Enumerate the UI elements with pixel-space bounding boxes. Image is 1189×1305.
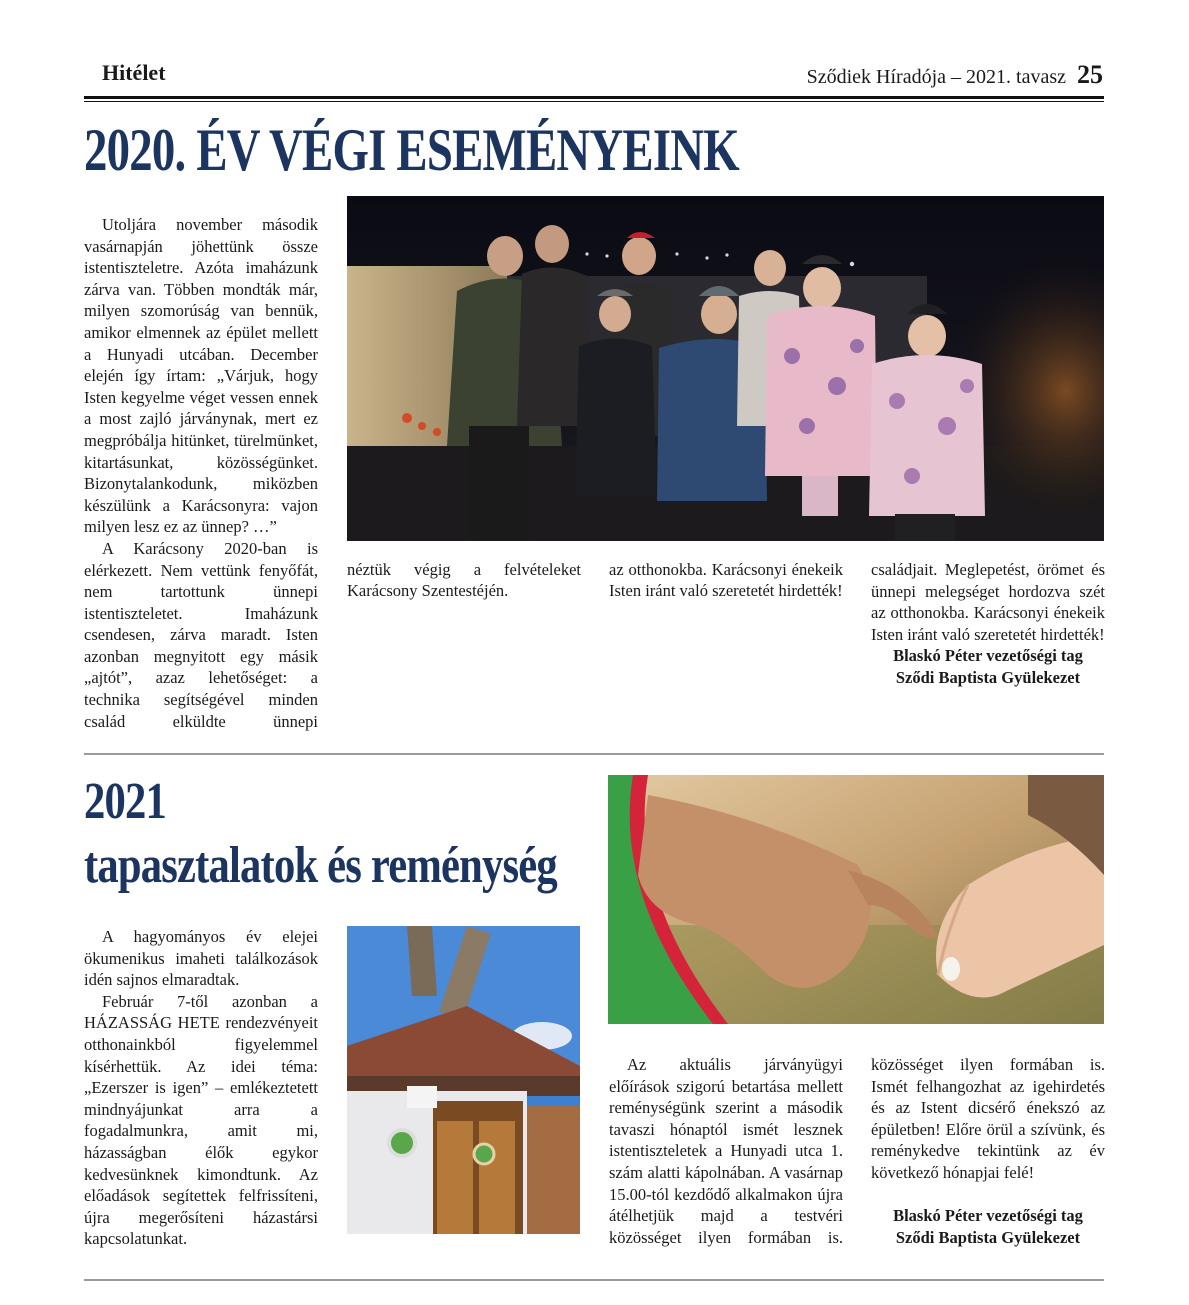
article-2-headline-year: 2021 xyxy=(84,773,166,830)
article-2-headline-subtitle: tapasztalatok és reménység xyxy=(84,837,557,894)
article-1-paragraph-3-cont: családjait. Meglepetést, örömet és ünnepi melegséget hordozva szét az otthonokba. Karácsonyi énekeik Isten iránt való szeretetét hirdették! xyxy=(871,559,1105,644)
caroling-photo-image xyxy=(347,196,1104,541)
article-divider xyxy=(84,753,1104,755)
hands-photo-image xyxy=(608,775,1104,1024)
article-1-column-2 xyxy=(347,559,581,734)
chapel-photo-image xyxy=(347,926,580,1234)
article-1-paragraph-3: az otthonokba. Karácsonyi énekeik Isten iránt való szeretetét hirdették! xyxy=(609,559,843,601)
article-1-paragraph-2-cont: néztük végig a felvételeket Karácsony Szentestéjén. xyxy=(347,559,581,601)
publication-title: Sződiek Híradója – 2021. tavasz xyxy=(806,66,1066,88)
article-1-column-4 xyxy=(871,559,1105,734)
hands-photo xyxy=(608,775,1104,1024)
article-2-column-3 xyxy=(871,1054,1105,1254)
article-2-paragraph-3-cont-wrap xyxy=(871,1054,1105,1184)
article-1-paragraph-1: Utoljára november második vasárnapján jöhettünk össze istentiszteletre. Azóta imaházunk zárva van. Többen mondták már, milyen szomorúság van bennük, amikor elmennek az épület mellett a Hunyadi utcában. December elején így írtam: „Várjuk, hogy Isten kegyelme véget vessen ennek a most zajló járványnak, mert ez megpróbálja hitünket, türelmünket, kitartásunkat, közösségünket. Bizonytalankodunk, miközben készülünk a Karácsonyra: vajon milyen lesz ez az ünnep? …” xyxy=(84,215,318,537)
running-header xyxy=(807,60,1103,90)
article-2-signature-name: Blaskó Péter vezetőségi tag xyxy=(893,1206,1083,1225)
header-rule-thin xyxy=(84,101,1104,102)
article-2-paragraph-2: Február 7-től azonban a HÁZASSÁG HETE rendezvényeit otthonainkból figyelemmel kísérhettük. Az idei téma: „Ezerszer is igen” – emlékeztetett mindnyájunkat arra a fogadalmunkra, amit mi, házasságban élők egykor kedvesünknek kimondtunk. Az előadások segítettek felfrissíteni, újra megerősíteni házastársi kapcsolatunkat. xyxy=(84,991,318,1249)
article-2-column-2 xyxy=(609,1054,843,1249)
page-number: 25 xyxy=(1077,60,1103,89)
bottom-divider xyxy=(84,1279,1104,1281)
article-1-headline: 2020. ÉV VÉGI ESEMÉNYEINK xyxy=(84,117,739,183)
section-label: Hitélet xyxy=(102,60,166,85)
header-rule xyxy=(84,96,1104,99)
article-2-paragraph-3-cont: közösséget ilyen formában is. Ismét felhangozhat az igehirdetés és az Istent dicsérő énekszó az épületben! Előre örül a szívünk, és reménykedve tekintünk az év következő hónapjai felé! xyxy=(871,1054,1105,1182)
article-1-paragraph-2: A Karácsony 2020-ban is elérkezett. Nem vettünk fenyőfát, nem tartottunk ünnepi istentiszteletet. Imaházunk csendesen, zárva maradt. Isten azonban megnyitott egy másik „ajtót”, azaz lehetőséget: a technika segítségével minden család elküldte ünnepi xyxy=(84,538,318,731)
article-1-column-1 xyxy=(84,214,318,734)
article-1-signature-org: Sződi Baptista Gyülekezet xyxy=(895,667,1081,687)
article-2-signature-org: Sződi Baptista Gyülekezet xyxy=(895,1227,1081,1247)
article-2-column-1 xyxy=(84,926,318,1251)
caroling-photo xyxy=(347,196,1104,541)
article-1-signature-name: Blaskó Péter vezetőségi tag xyxy=(893,646,1083,666)
chapel-photo xyxy=(347,926,580,1234)
article-1-column-3 xyxy=(609,559,843,734)
article-2-paragraph-1: A hagyományos év elejei ökumenikus imaheti találkozások idén sajnos elmaradtak. xyxy=(84,927,318,990)
article-2-paragraph-3: Az aktuális járványügyi előírások szigorú betartása mellett reménységünk szerint a második tavaszi hónaptól ismét lesznek istentiszteletek a Hunyadi utca 1. szám alatti kápolnában. A vasárnap 15.00-tól kezdődő alkalmakon újra átélhetjük majd a testvéri közösséget ilyen formában is. xyxy=(609,1055,843,1247)
